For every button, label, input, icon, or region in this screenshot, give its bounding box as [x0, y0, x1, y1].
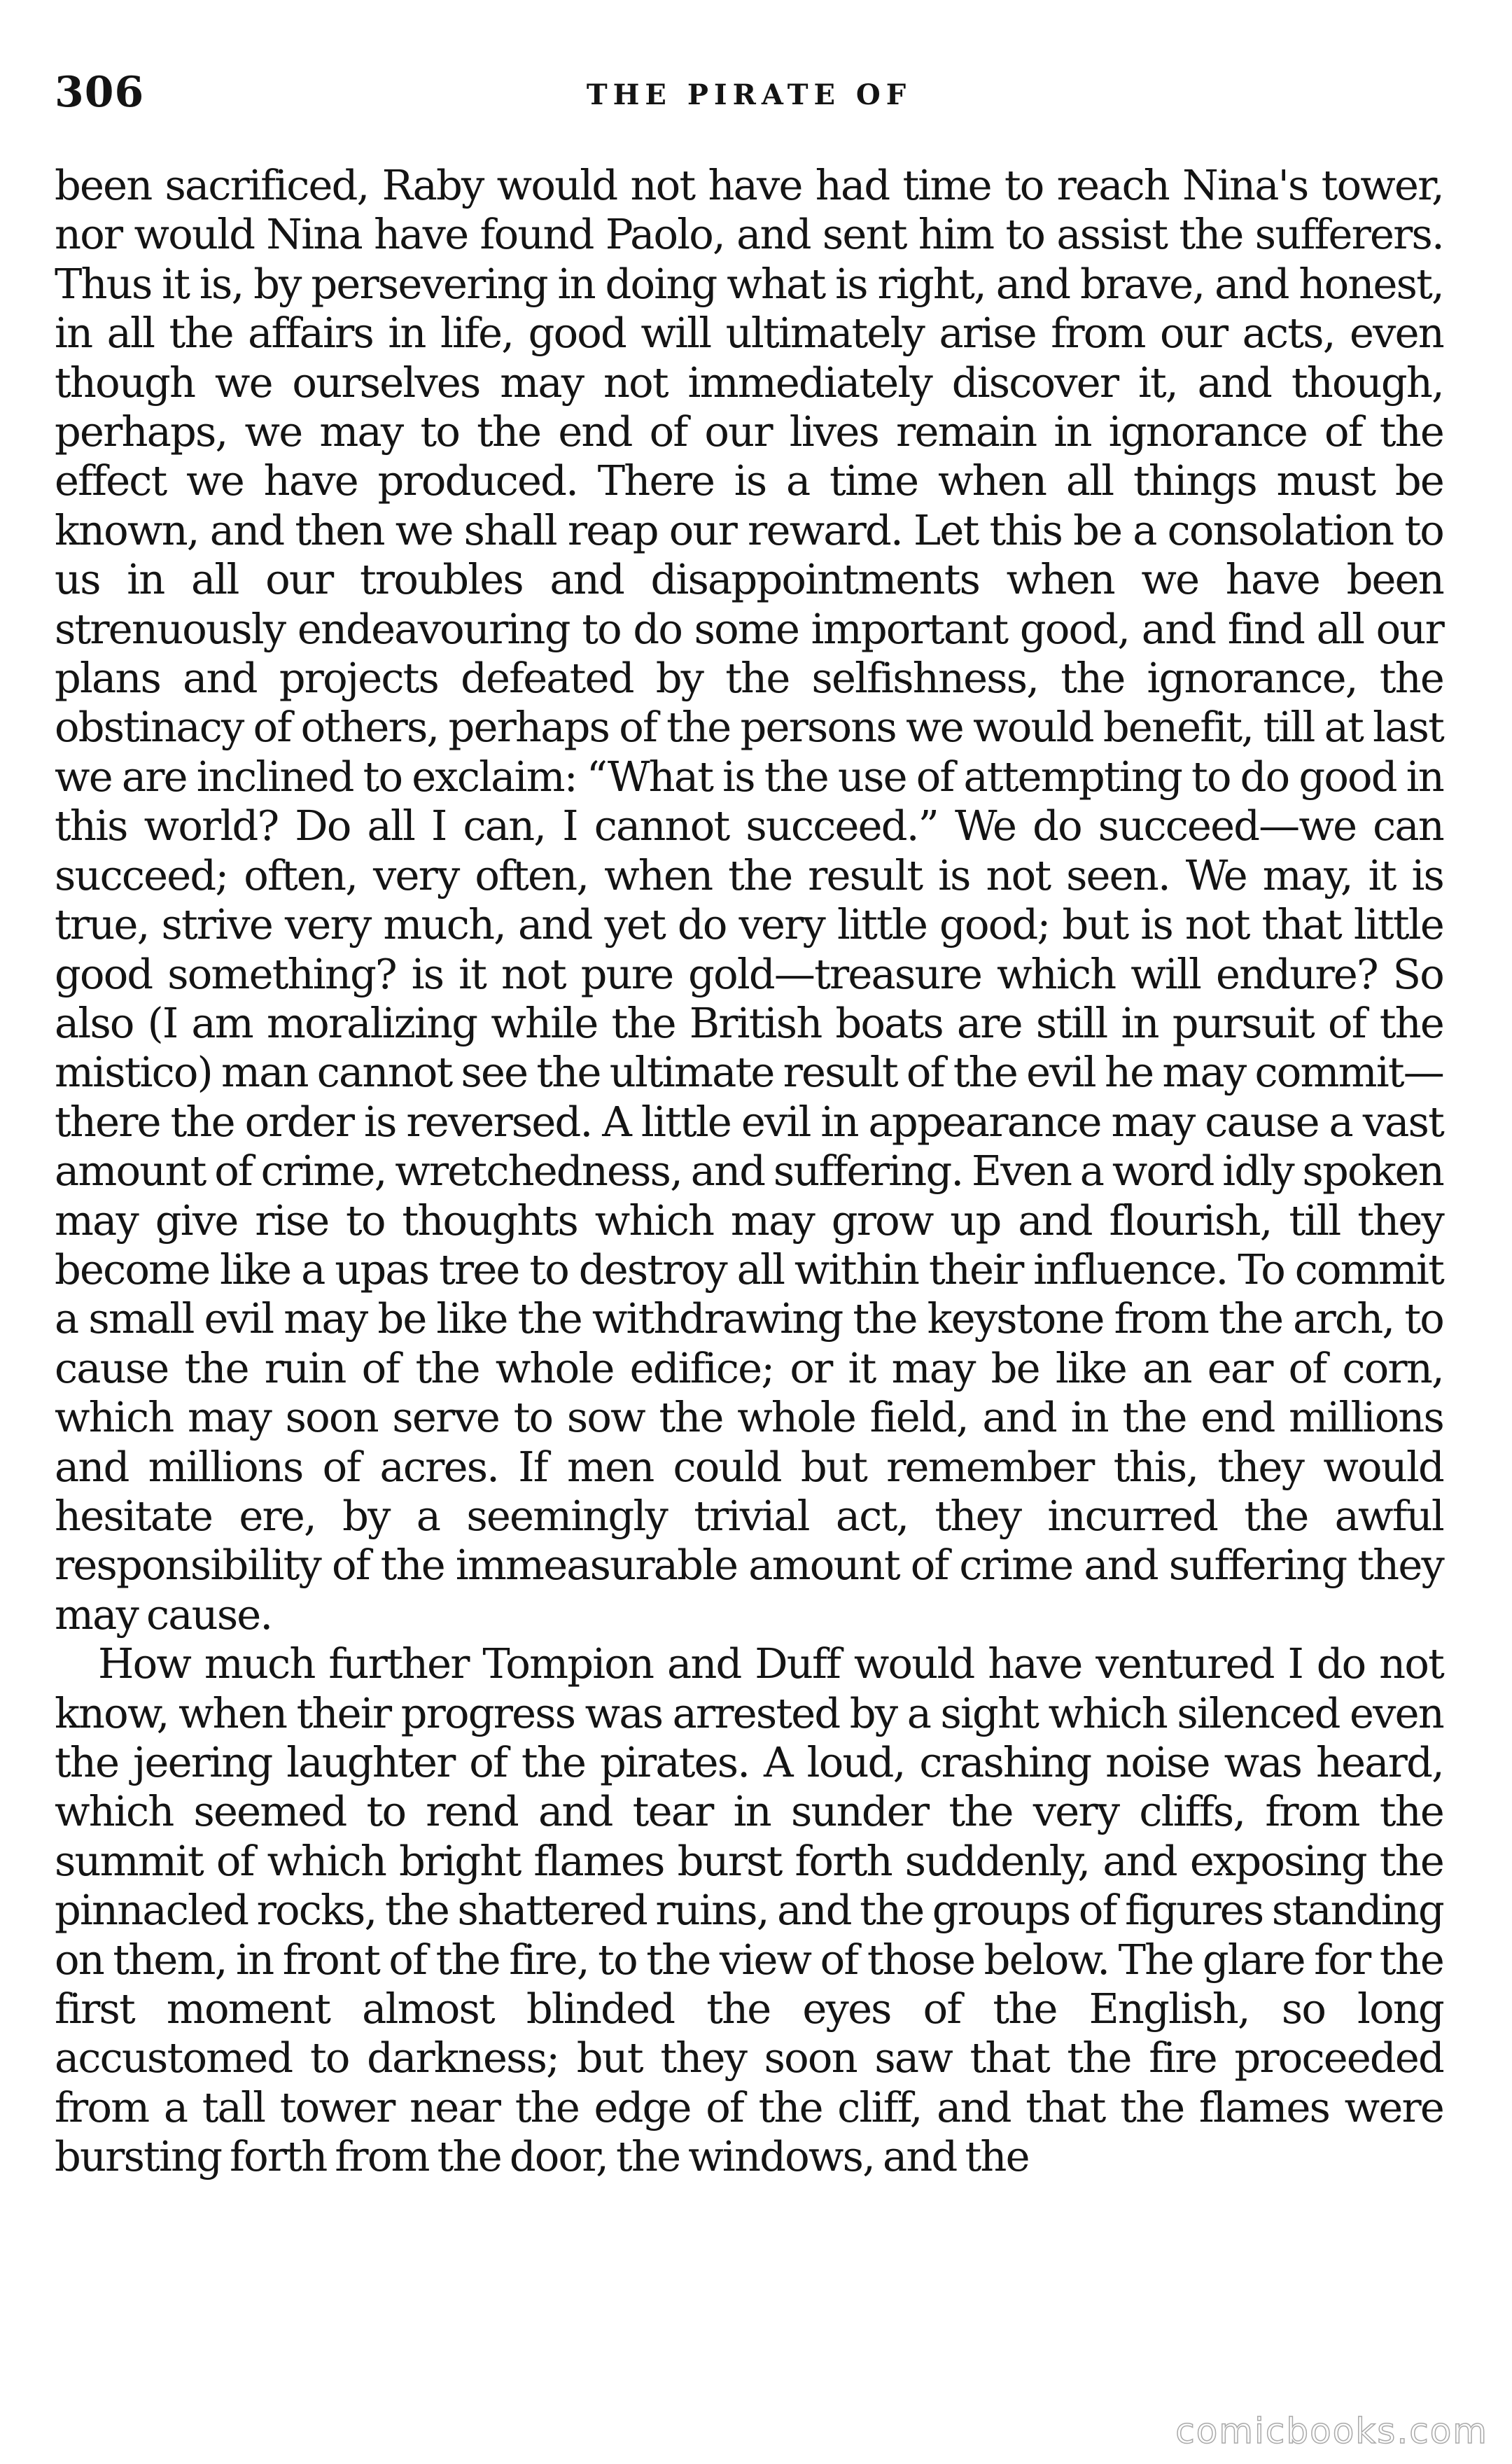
body-text: [55, 161, 1443, 2182]
book-page: [55, 64, 1443, 2416]
paragraph: How much further Tompion and Duff would have ventured I do not know, when their progress was arrested by a sight which silenced even the jeering laughter of the pirates. A loud, crashing noise was heard, which seemed to rend and tear in sunder the very cliffs, from the summit of which bright flames burst forth suddenly, and exposing the pinnacled rocks, the shattered ruins, and the groups of figures standing on them, in front of the fire, to the view of those below. The glare for the first moment almost blinded the eyes of the English, so long accustomed to darkness; but they soon saw that the fire proceeded from a tall tower near the edge of the cliff, and that the flames were bursting forth from the door, the windows, and the: [55, 1639, 1443, 2181]
paragraph: been sacrificed, Raby would not have had time to reach Nina's tower, nor would Nina have found Paolo, and sent him to assist the sufferers. Thus it is, by persevering in doing what is right, and brave, and honest, in all the affairs in life, good will ultimately arise from our acts, even though we ourselves may not immediately discover it, and though, perhaps, we may to the end of our lives remain in ignorance of the effect we have produced. There is a time when all things must be known, and then we shall reap our reward. Let this be a consolation to us in all our troubles and disappointments when we have been strenuously endeavouring to do some important good, and find all our plans and projects defeated by the selfishness, the ignorance, the obstinacy of others, perhaps of the persons we would benefit, till at last we are inclined to exclaim: “What is the use of attempting to do good in this world? Do all I can, I cannot succeed.” We do succeed—we can succeed; often, very often, when the result is not seen. We may, it is true, strive very much, and yet do very little good; but is not that little good something? is it not pure gold—treasure which will endure? So also (I am moralizing while the British boats are still in pursuit of the mistico) man cannot see the ultimate result of the evil he may commit—there the order is reversed. A little evil in appearance may cause a vast amount of crime, wretchedness, and suffering. Even a word idly spoken may give rise to thoughts which may grow up and flourish, till they become like a upas tree to destroy all within their influence. To commit a small evil may be like the withdrawing the keystone from the arch, to cause the ruin of the whole edifice; or it may be like an ear of corn, which may soon serve to sow the whole field, and in the end millions and millions of acres. If men could but remember this, they would hesitate ere, by a seemingly trivial act, they incurred the awful responsibility of the immeasurable amount of crime and suffering they may cause.: [55, 161, 1443, 1639]
running-title: THE PIRATE OF: [586, 78, 912, 111]
watermark: comicbooks.com: [1175, 2411, 1488, 2451]
page-header: [55, 64, 1443, 120]
page-number: 306: [55, 68, 145, 117]
